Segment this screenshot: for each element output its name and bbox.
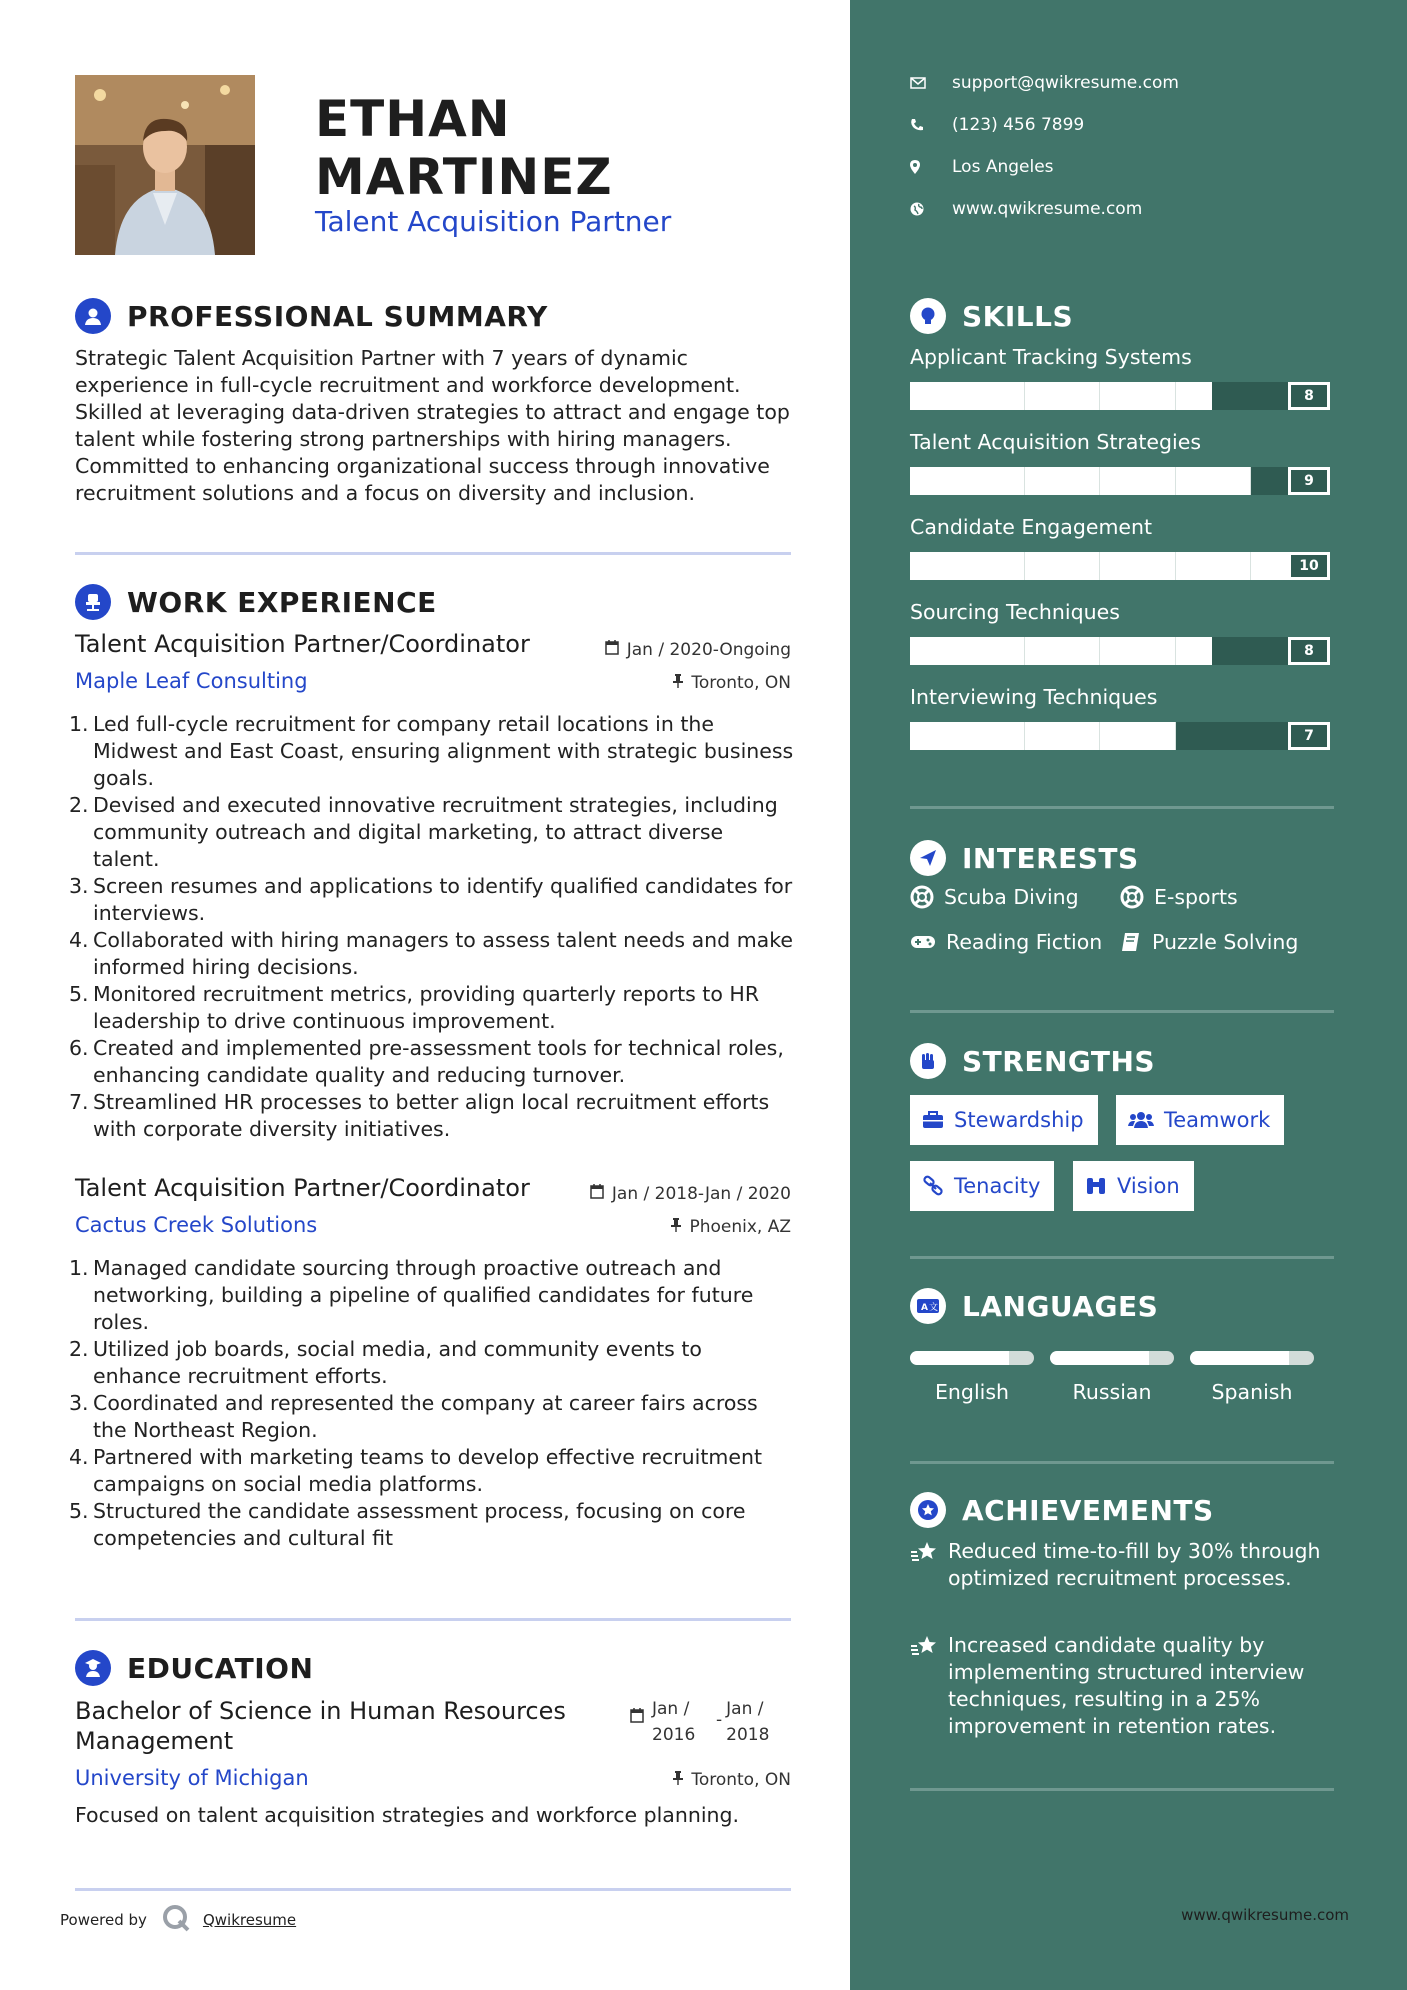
- strength-badge: Tenacity: [910, 1161, 1054, 1211]
- contact-location: Los Angeles: [910, 157, 1054, 177]
- job-dates: [605, 640, 791, 660]
- powered-by: [60, 1903, 296, 1937]
- skill-segment-divider: [1024, 722, 1025, 750]
- first-name: ETHAN: [315, 90, 511, 148]
- pin-icon: [673, 673, 683, 693]
- skill-segment-divider: [1175, 722, 1176, 750]
- list-item: 1. Managed candidate sourcing through proactive outreach and networking, building a pipeline of qualified candidates for future roles.: [69, 1256, 754, 1334]
- strengths-title: STRENGTHS: [962, 1044, 1156, 1078]
- divider: [910, 1010, 1334, 1013]
- languages-title: LANGUAGES: [962, 1289, 1159, 1323]
- education-description: Focused on talent acquisition strategies and workforce planning.: [75, 1803, 740, 1827]
- skill-segment-divider: [1175, 382, 1176, 410]
- list-item: 2. Utilized job boards, social media, and community events to enhance recruitment efforts.: [69, 1337, 702, 1388]
- education-heading: [75, 1650, 313, 1686]
- svg-text:A: A: [921, 1303, 928, 1313]
- skills-heading: [910, 298, 1073, 334]
- lifebuoy-icon: [910, 885, 934, 909]
- education-location: [673, 1770, 791, 1790]
- achievement-item: Reduced time-to-fill by 30% through optimized recruitment processes.: [910, 1538, 1350, 1592]
- list-item: 5. Monitored recruitment metrics, providing quarterly reports to HR leadership to drive continuous improvement.: [69, 982, 760, 1033]
- pin-icon: [671, 1217, 681, 1237]
- skill-level-value: 7: [1288, 722, 1330, 750]
- job-location: [671, 1217, 791, 1237]
- skill-name: Applicant Tracking Systems: [910, 345, 1192, 369]
- contact-website[interactable]: www.qwikresume.com: [910, 199, 1142, 219]
- map-marker-icon: [910, 160, 938, 174]
- binoculars-icon: [1085, 1176, 1107, 1196]
- school: University of Michigan: [75, 1766, 309, 1790]
- gamepad-icon: [910, 934, 936, 950]
- strength-badge: Stewardship: [910, 1095, 1098, 1145]
- language-level-bar: [910, 1351, 1034, 1365]
- star-hand-icon: [910, 1540, 948, 1570]
- calendar-icon: [630, 1708, 644, 1728]
- interest-item: Puzzle Solving: [1120, 930, 1298, 954]
- job-location: [673, 673, 791, 693]
- powered-by-label: Powered by: [60, 1911, 147, 1929]
- job-dates: [590, 1184, 791, 1204]
- divider: [910, 1788, 1334, 1791]
- skill-segment-divider: [1175, 552, 1176, 580]
- interest-item: Reading Fiction: [910, 930, 1102, 954]
- language-name: English: [934, 1380, 1010, 1404]
- users-icon: [1128, 1111, 1154, 1129]
- skill-segment-divider: [1024, 637, 1025, 665]
- skill-bar: [910, 722, 1330, 750]
- job-company: Maple Leaf Consulting: [75, 669, 308, 693]
- skill-level-fill: [910, 467, 1250, 495]
- paper-plane-icon: [910, 840, 946, 876]
- strength-badge: Vision: [1073, 1161, 1194, 1211]
- skill-segment-divider: [1250, 467, 1251, 495]
- divider: [75, 552, 791, 555]
- skill-name: Interviewing Techniques: [910, 685, 1158, 709]
- qwikresume-link[interactable]: Qwikresume: [202, 1911, 297, 1929]
- job-company: Cactus Creek Solutions: [75, 1213, 318, 1237]
- skill-level-value: 8: [1288, 382, 1330, 410]
- interest-item: E-sports: [1120, 885, 1238, 909]
- skill-bar: [910, 382, 1330, 410]
- skill-level-value: 9: [1288, 467, 1330, 495]
- list-item: 2. Devised and executed innovative recruitment strategies, including community outreach and digital marketing, to attract diverse talent.: [69, 793, 778, 871]
- skill-bar: [910, 637, 1330, 665]
- star-badge-icon: [910, 1492, 946, 1528]
- calendar-icon: [605, 640, 619, 660]
- job-title: Talent Acquisition Partner/Coordinator: [75, 630, 530, 658]
- achievement-item: Increased candidate quality by implementing structured interview techniques, resulting in a 25% improvement in retention rates.: [910, 1632, 1350, 1740]
- skill-bar: [910, 467, 1330, 495]
- job-title: Talent Acquisition Partner/Coordinator: [75, 1174, 530, 1202]
- job-dates-text: Jan / 2020-Ongoing: [626, 640, 791, 660]
- list-item: 6. Created and implemented pre-assessment tools for technical roles, enhancing candidate quality and reducing turnover.: [69, 1036, 784, 1087]
- summary-title: PROFESSIONAL SUMMARY: [127, 299, 548, 333]
- globe-icon: [910, 202, 938, 216]
- skill-level-fill: [910, 382, 1212, 410]
- job-location-text: Phoenix, AZ: [689, 1217, 791, 1237]
- skill-level-fill: [910, 637, 1212, 665]
- list-item: 3. Screen resumes and applications to identify qualified candidates for interviews.: [69, 874, 793, 925]
- pin-icon: [673, 1770, 683, 1790]
- interest-item: Scuba Diving: [910, 885, 1079, 909]
- star-hand-icon: [910, 1634, 948, 1664]
- language-name: Russian: [1072, 1380, 1152, 1404]
- summary-text: Strategic Talent Acquisition Partner with 7 years of dynamic experience in full-cycle recruitment and workforce development. Skilled at leveraging data-driven strategies to attract and engage top talent while fostering strong partnerships with hiring managers. Committed to enhancing organizational success through innovative recruitment solutions and a focus on diversity and inclusion.: [75, 346, 790, 505]
- chair-icon: [75, 584, 111, 620]
- achievements-heading: [910, 1492, 1214, 1528]
- candidate-name: [315, 90, 613, 206]
- skill-segment-divider: [1024, 552, 1025, 580]
- graduation-icon: [75, 1650, 111, 1686]
- education-start: Jan / 2016: [652, 1699, 696, 1745]
- skill-segment-divider: [1024, 382, 1025, 410]
- contact-email[interactable]: support@qwikresume.com: [910, 73, 1179, 93]
- degree: Bachelor of Science in Human Resources Management: [75, 1697, 566, 1755]
- skill-segment-divider: [1099, 467, 1100, 495]
- envelope-icon: [910, 77, 938, 89]
- education-title: EDUCATION: [127, 1651, 314, 1685]
- strength-badge: Teamwork: [1116, 1095, 1284, 1145]
- skill-level-fill: [910, 722, 1175, 750]
- skill-name: Sourcing Techniques: [910, 600, 1120, 624]
- skill-segment-divider: [1175, 637, 1176, 665]
- experience-heading: [75, 584, 437, 620]
- skill-level-value: 8: [1288, 637, 1330, 665]
- list-item: 1. Led full-cycle recruitment for company retail locations in the Midwest and East Coast, ensuring alignment with strategic business goals.: [69, 712, 794, 790]
- skill-segment-divider: [1175, 467, 1176, 495]
- job-dates-text: Jan / 2018-Jan / 2020: [611, 1184, 791, 1204]
- date-separator: -: [716, 1710, 723, 1730]
- skill-segment-divider: [1024, 467, 1025, 495]
- list-item: 4. Partnered with marketing teams to develop effective recruitment campaigns on social media platforms.: [69, 1445, 763, 1496]
- svg-text:文: 文: [929, 1303, 939, 1313]
- skill-segment-divider: [1099, 552, 1100, 580]
- languages-heading: [910, 1288, 1158, 1324]
- last-name: MARTINEZ: [315, 148, 613, 206]
- education-end: Jan / 2018: [726, 1699, 770, 1745]
- list-item: 3. Coordinated and represented the company at career fairs across the Northeast Region.: [69, 1391, 758, 1442]
- job-location-text: Toronto, ON: [691, 673, 791, 693]
- interests-heading: [910, 840, 1139, 876]
- education-location-text: Toronto, ON: [691, 1770, 791, 1790]
- fist-icon: [910, 1043, 946, 1079]
- list-item: 4. Collaborated with hiring managers to assess talent needs and make informed hiring decisions.: [69, 928, 793, 979]
- language-level-bar: [1190, 1351, 1314, 1365]
- job-duties: [69, 1255, 795, 1552]
- interests-title: INTERESTS: [962, 841, 1139, 875]
- language-name: Spanish: [1211, 1380, 1293, 1404]
- calendar-icon: [590, 1184, 604, 1204]
- translate-icon: [910, 1288, 946, 1324]
- job-duties: [69, 711, 795, 1143]
- skill-segment-divider: [1250, 552, 1251, 580]
- skill-segment-divider: [1099, 637, 1100, 665]
- skill-name: Candidate Engagement: [910, 515, 1153, 539]
- achievements-title: ACHIEVEMENTS: [962, 1493, 1214, 1527]
- divider: [910, 1461, 1334, 1464]
- contact-phone[interactable]: (123) 456 7899: [910, 115, 1084, 135]
- phone-icon: [910, 118, 938, 132]
- divider: [75, 1888, 791, 1891]
- skills-title: SKILLS: [962, 299, 1074, 333]
- lightbulb-icon: [910, 298, 946, 334]
- language-level-fill: [1050, 1351, 1149, 1365]
- link-icon: [922, 1175, 944, 1197]
- divider: [910, 1256, 1334, 1259]
- language-level-fill: [1190, 1351, 1289, 1365]
- footer-site[interactable]: www.qwikresume.com: [1181, 1906, 1349, 1924]
- language-level-bar: [1050, 1351, 1174, 1365]
- language-level-fill: [910, 1351, 1009, 1365]
- skill-segment-divider: [1099, 382, 1100, 410]
- skill-name: Talent Acquisition Strategies: [910, 430, 1202, 454]
- briefcase-icon: [922, 1111, 944, 1129]
- user-icon: [75, 298, 111, 334]
- sidebar: [850, 0, 1407, 1990]
- book-icon: [1120, 931, 1142, 953]
- skill-bar: [910, 552, 1330, 580]
- divider: [75, 1618, 791, 1621]
- skill-level-value: 10: [1288, 552, 1330, 580]
- qwikresume-logo-icon: [161, 1903, 191, 1937]
- summary-heading: [75, 298, 548, 334]
- divider: [910, 806, 1334, 809]
- candidate-title: Talent Acquisition Partner: [315, 205, 672, 238]
- profile-photo: [75, 75, 255, 255]
- list-item: 5. Structured the candidate assessment process, focusing on core competencies and cultural fit: [69, 1499, 746, 1550]
- lifebuoy-icon: [1120, 885, 1144, 909]
- strengths-heading: [910, 1043, 1155, 1079]
- experience-title: WORK EXPERIENCE: [127, 585, 437, 619]
- education-dates: [630, 1696, 786, 1748]
- skill-segment-divider: [1099, 722, 1100, 750]
- list-item: 7. Streamlined HR processes to better align local recruitment efforts with corporate diversity initiatives.: [69, 1090, 770, 1141]
